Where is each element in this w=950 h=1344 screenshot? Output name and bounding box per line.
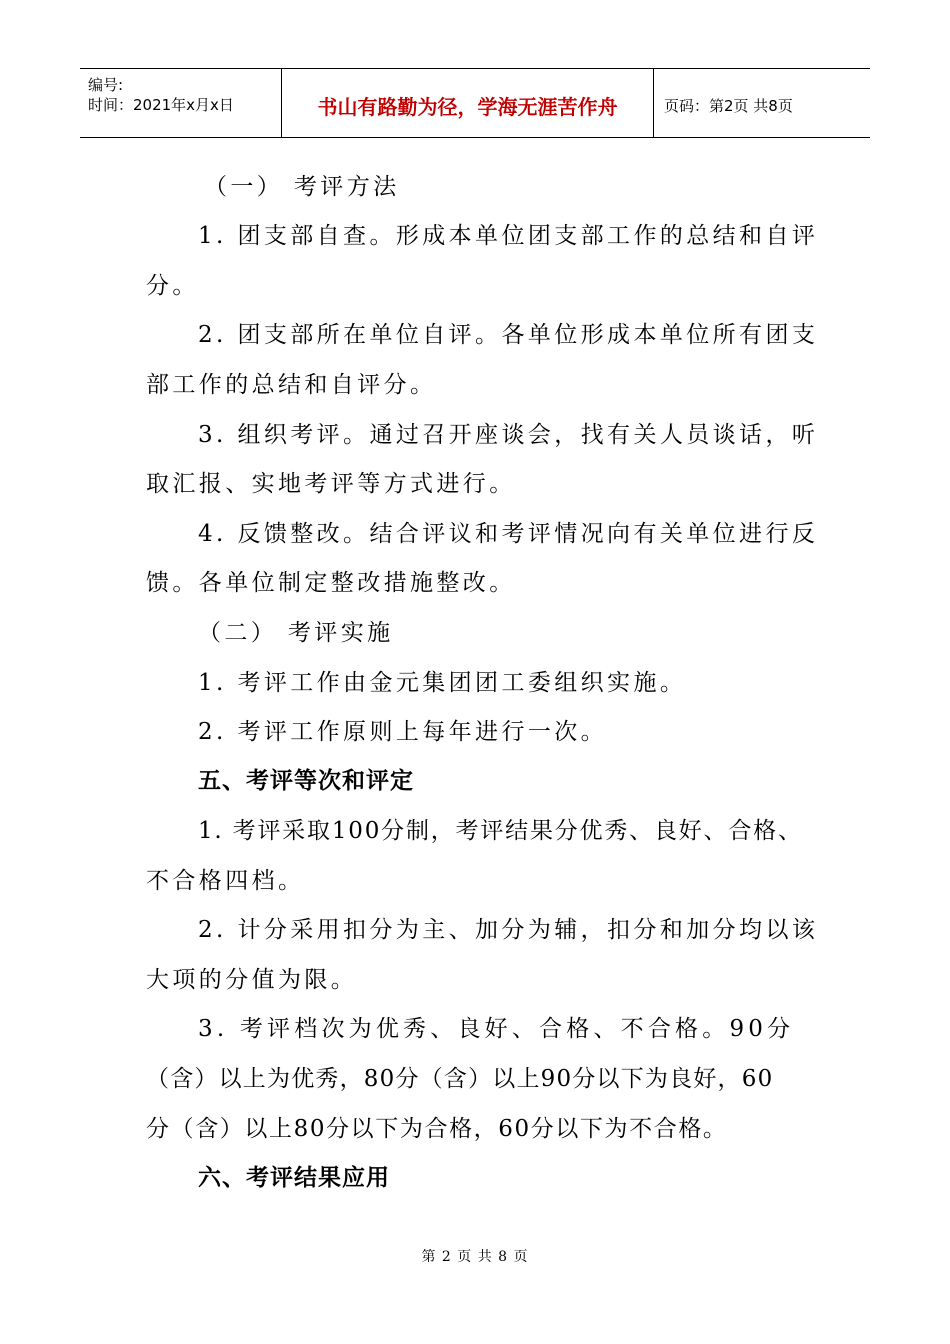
paragraph-line: 分（含）以上80分以下为合格，60分以下为不合格。: [146, 1116, 728, 1142]
paragraph-line: 取汇报、实地考评等方式进行。: [146, 471, 516, 497]
paragraph-line: 1. 团支部自查。形成本单位团支部工作的总结和自评: [198, 223, 819, 249]
paragraph-line: 4. 反馈整改。结合评议和考评情况向有关单位进行反: [198, 521, 819, 547]
paragraph-line: （含）以上为优秀，80分（含）以上90分以下为良好，60: [146, 1066, 774, 1092]
section-heading: 五、考评等次和评定: [198, 768, 414, 794]
paragraph-line: 不合格四档。: [146, 868, 305, 894]
header-meta: [80, 69, 282, 137]
paragraph-line: 3. 组织考评。通过召开座谈会，找有关人员谈话，听: [198, 422, 819, 448]
document-number-label: 编号:: [88, 76, 124, 94]
paragraph-line: 3. 考评档次为优秀、良好、合格、不合格。90分: [198, 1016, 795, 1042]
paragraph-line: 2. 团支部所在单位自评。各单位形成本单位所有团支: [198, 322, 819, 348]
subsection-heading: （二） 考评实施: [198, 620, 394, 646]
paragraph-line: 部工作的总结和自评分。: [146, 372, 437, 398]
paragraph-line: 2. 计分采用扣分为主、加分为辅，扣分和加分均以该: [198, 917, 819, 943]
page-header: [80, 68, 870, 138]
header-motto: 书山有路勤为径，学海无涯苦作舟: [282, 69, 654, 137]
section-heading: 六、考评结果应用: [198, 1165, 390, 1191]
paragraph-line: 分。: [146, 273, 199, 299]
paragraph-line: 2. 考评工作原则上每年进行一次。: [198, 719, 608, 745]
subsection-heading: （一） 考评方法: [204, 174, 400, 200]
paragraph-line: 大项的分值为限。: [146, 967, 358, 993]
paragraph-line: 馈。各单位制定整改措施整改。: [146, 570, 516, 596]
header-page-info: 页码：第2页 共8页: [664, 96, 793, 115]
paragraph-line: 1. 考评工作由金元集团团工委组织实施。: [198, 670, 687, 696]
paragraph-line: 1. 考评采取100分制，考评结果分优秀、良好、合格、: [198, 818, 803, 844]
document-date: 时间：2021年x月x日: [88, 96, 234, 114]
page-footer: 第 2 页 共 8 页: [421, 1249, 529, 1265]
